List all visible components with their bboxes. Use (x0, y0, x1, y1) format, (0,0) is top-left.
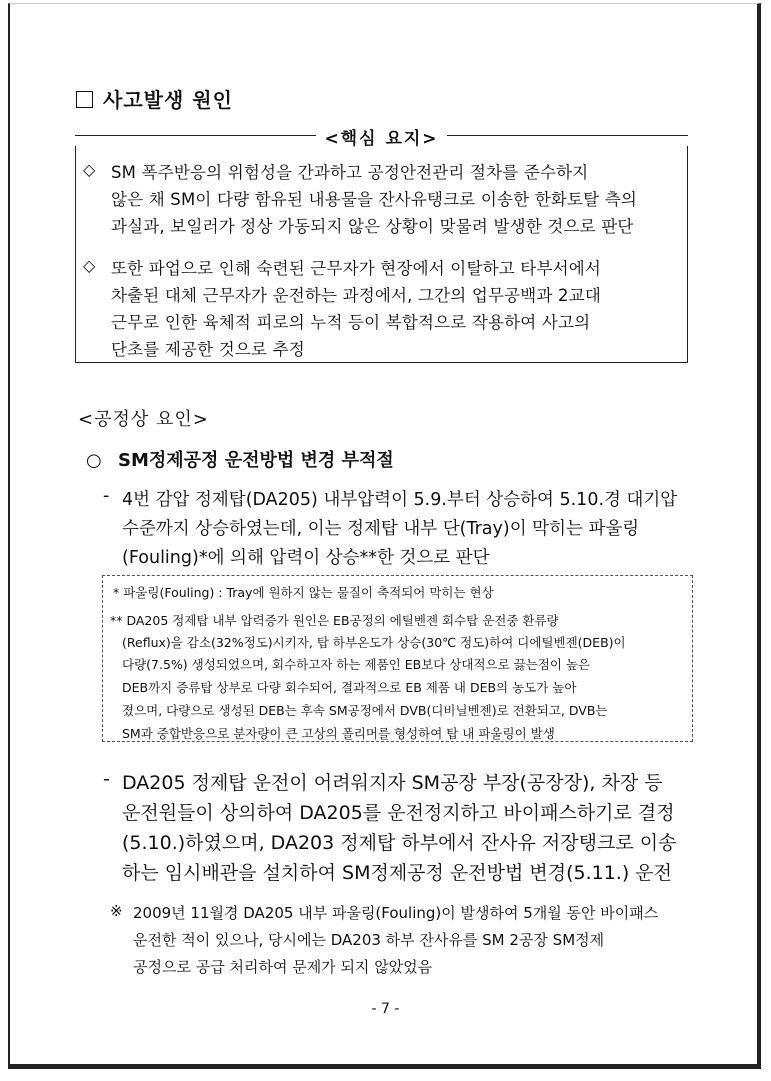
body-line: 하는 임시배관을 설치하여 SM정제공정 운전방법 변경(5.11.) 운전 (122, 862, 673, 884)
summary-line: 않은 채 SM이 다량 함유된 내용물을 잔사유탱크로 이송한 한화토탈 측의 (111, 190, 638, 209)
heading-text: 사고발생 원인 (103, 88, 233, 112)
footnote-line: (Reflux)을 감소(32%정도)시키자, 탑 하부온도가 상승(30℃ 정도)하여 디에틸벤젠(DEB)이 (122, 635, 626, 650)
body-line: DA205 정제탑 운전이 어려워지자 SM공장 부장(공장장), 차장 등 (122, 772, 663, 794)
dash-bullet-icon: - (103, 768, 110, 790)
body-line: (5.10.)하였으며, DA203 정제탑 하부에서 잔사유 저장탱크로 이송 (122, 832, 677, 854)
footnote-line: SM과 중합반응으로 분자량이 큰 고상의 폴리머를 형성하여 탑 내 파울링이 발생 (122, 726, 555, 741)
page-number: - 7 - (371, 1001, 400, 1017)
body-line: 운전원들이 상의하여 DA205를 운전정지하고 바이패스하기로 결정 (122, 802, 675, 824)
reference-line: 공정으로 공급 처리하여 문제가 되지 않았었음 (133, 958, 433, 976)
subsection-title (86, 446, 394, 472)
summary-line: SM 폭주반응의 위험성을 간과하고 공정안전관리 절차를 준수하지 (111, 163, 589, 182)
summary-line: 과실과, 보일러가 정상 가동되지 않은 상황이 맞물려 발생한 것으로 판단 (111, 217, 634, 236)
reference-mark-icon: ※ (110, 902, 123, 920)
summary-label: <핵심 요지> (316, 129, 446, 149)
reference-line: 2009년 11월경 DA205 내부 파울링(Fouling)이 발생하여 5개월 동안 바이패스 (133, 904, 659, 922)
footnote-line: ** DA205 정제탑 내부 압력증가 원인은 EB공정의 에틸벤젠 회수탑 운전중 환류량 (110, 613, 559, 628)
body-line: 4번 감압 정제탑(DA205) 내부압력이 5.9.부터 상승하여 5.10.경 대기압 (122, 490, 678, 510)
summary-header (75, 124, 688, 148)
reference-line: 운전한 적이 있으나, 당시에는 DA203 하부 잔사유를 SM 2공장 SM정제 (133, 931, 605, 949)
circle-bullet-icon: ○ (86, 450, 102, 471)
footnote-line: 다량(7.5%) 생성되었으며, 회수하고자 하는 제품인 EB보다 상대적으로 끓는점이 높은 (122, 657, 591, 672)
subsection-text: SM정제공정 운전방법 변경 부적절 (118, 450, 394, 471)
footnote-line: 졌으며, 다량으로 생성된 DEB는 후속 SM공정에서 DVB(디비닐벤젠)로 전환되고, DVB는 (122, 703, 608, 718)
diamond-bullet-icon: ◇ (83, 256, 96, 275)
footnote-line: DEB까지 증류탑 상부로 다량 회수되어, 결과적으로 EB 제품 내 DEB의 농도가 높아 (122, 680, 577, 695)
checkbox-icon (76, 91, 93, 108)
section-heading (76, 84, 233, 113)
diamond-bullet-icon: ◇ (83, 160, 96, 179)
body-line: 수준까지 상승하였는데, 이는 정제탑 내부 단(Tray)이 막히는 파울링 (122, 519, 640, 539)
summary-line: 근무로 인한 육체적 피로의 누적 등이 복합적으로 작용하여 사고의 (111, 313, 591, 332)
summary-line: 단초를 제공한 것으로 추정 (111, 340, 305, 359)
section-title: <공정상 요인> (78, 409, 209, 430)
dash-bullet-icon: - (103, 486, 110, 506)
summary-line: 차출된 대체 근무자가 운전하는 과정에서, 그간의 업무공백과 2교대 (111, 286, 602, 305)
summary-line: 또한 파업으로 인해 숙련된 근무자가 현장에서 이탈하고 타부서에서 (111, 259, 602, 278)
body-line: (Fouling)*에 의해 압력이 상승**한 것으로 판단 (122, 548, 490, 568)
footnote-line: * 파울링(Fouling) : Tray에 원하지 않는 물질이 축적되어 막히는 현상 (113, 585, 494, 600)
